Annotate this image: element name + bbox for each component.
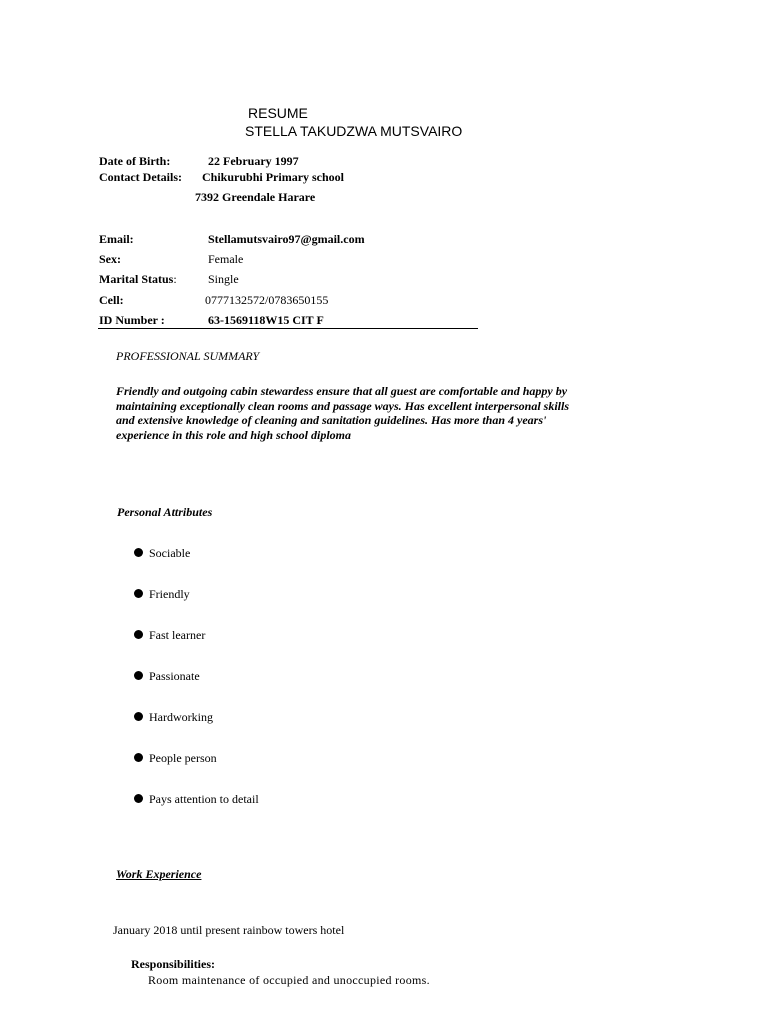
resume-title: RESUME (248, 105, 308, 121)
attribute-item (134, 628, 205, 643)
dob-label: Date of Birth: (99, 154, 171, 168)
attribute-item (134, 669, 200, 684)
attribute-item (134, 792, 259, 807)
applicant-name: STELLA TAKUDZWA MUTSVAIRO (245, 123, 463, 139)
attributes-heading: Personal Attributes (117, 505, 213, 519)
attribute-item (134, 546, 190, 561)
contact-label: Contact Details: (99, 170, 182, 184)
bullet-icon (134, 671, 143, 680)
dob-value: 22 February 1997 (208, 154, 299, 168)
attribute-label: People person (149, 751, 217, 765)
divider (98, 328, 478, 329)
bullet-icon (134, 589, 143, 598)
attribute-label: Hardworking (149, 710, 213, 724)
sex-value: Female (208, 252, 244, 266)
id-number-label: ID Number : (99, 313, 165, 327)
attribute-label: Pays attention to detail (149, 792, 259, 806)
summary-text: Friendly and outgoing cabin stewardess ensure that all guest are comfortable and happy by maintaining exceptionally clean rooms and passage ways. Has excellent interpersonal skills and extensive knowledge of cleaning and sanitation guidelines. Has more than 4 years' experience in this role and high school diploma (116, 384, 570, 442)
attribute-label: Friendly (149, 587, 190, 601)
bullet-icon (134, 548, 143, 557)
attribute-label: Fast learner (149, 628, 206, 642)
bullet-icon (134, 794, 143, 803)
attribute-label: Sociable (149, 546, 191, 560)
job-entry: January 2018 until present rainbow towers hotel (113, 923, 345, 937)
bullet-icon (134, 712, 143, 721)
summary-heading: PROFESSIONAL SUMMARY (116, 349, 260, 363)
marital-status-value: Single (208, 272, 239, 286)
marital-status-label-text: Marital Status (99, 272, 174, 286)
attribute-label: Passionate (149, 669, 200, 683)
responsibility-item: Room maintenance of occupied and unoccupied rooms. (148, 973, 430, 987)
attribute-item (134, 587, 190, 602)
email-value: Stellamutsvairo97@gmail.com (208, 232, 365, 246)
bullet-icon (134, 630, 143, 639)
responsibilities-heading: Responsibilities: (131, 957, 216, 971)
contact-line-1: Chikurubhi Primary school (202, 170, 345, 184)
email-label: Email: (99, 232, 134, 246)
attribute-item (134, 710, 213, 725)
contact-line-2: 7392 Greendale Harare (195, 190, 316, 204)
bullet-icon (134, 753, 143, 762)
marital-status-label (99, 272, 177, 287)
work-experience-heading: Work Experience (116, 867, 202, 881)
cell-label: Cell: (99, 293, 124, 307)
attribute-item (134, 751, 217, 766)
cell-value: 0777132572/0783650155 (205, 293, 329, 307)
marital-status-colon: : (173, 272, 177, 286)
sex-label: Sex: (99, 252, 121, 266)
id-number-value: 63-1569118W15 CIT F (208, 313, 324, 327)
